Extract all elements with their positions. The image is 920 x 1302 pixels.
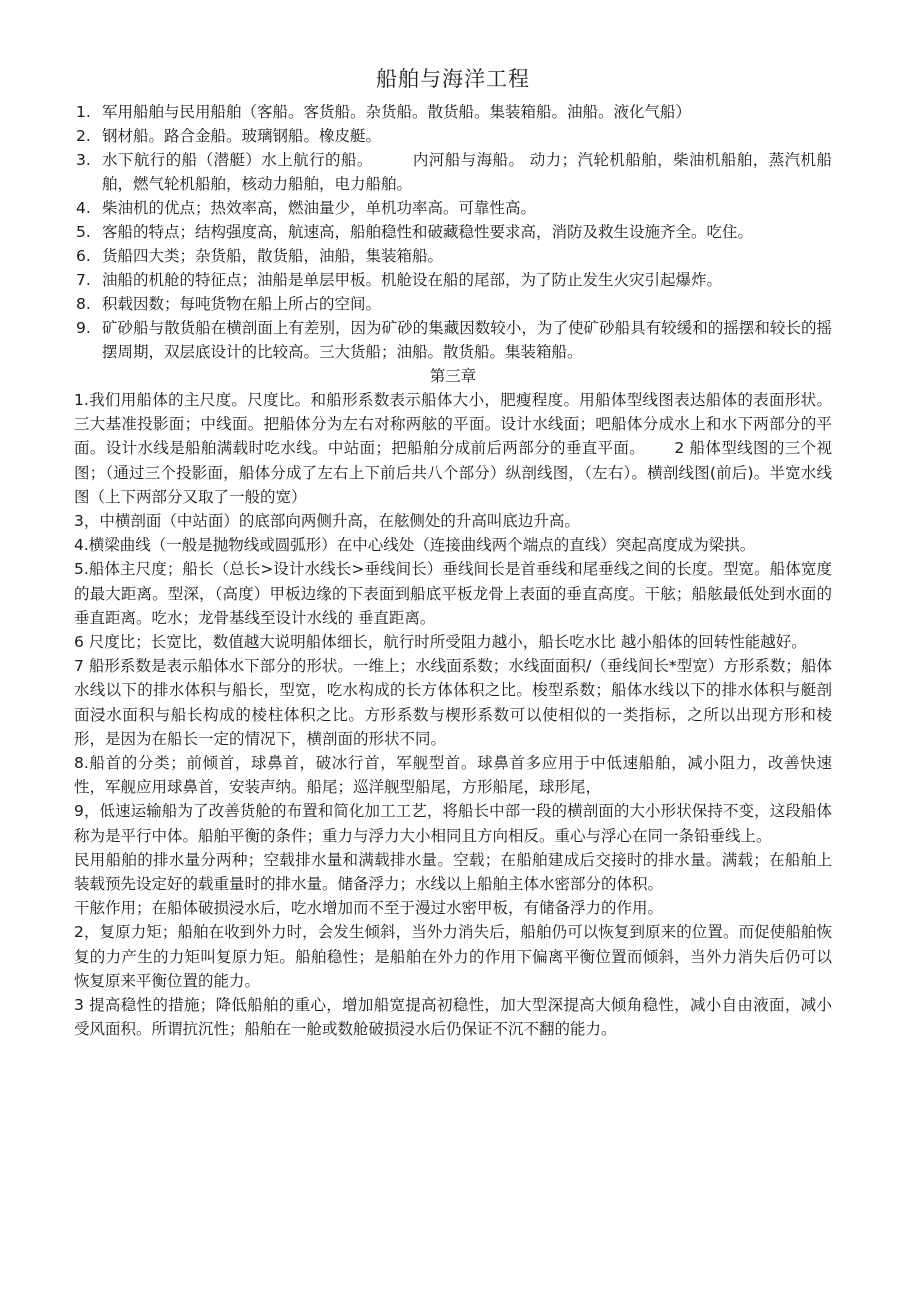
body-paragraph: 1.我们用船体的主尺度。尺度比。和船形系数表示船体大小，肥瘦程度。用船体型线图表达船体的表面形状。三大基准投影面；中线面。把船体分为左右对称两舷的平面。设计水线面；吧船体分成水上和水下两部分的平面。设计水线是船舶满载时吃水线。中站面；把船舶分成前后两部分的垂直平面。 2 船体型线图的三个视图；（通过三个投影面，船体分成了左右上下前后共八个部分）纵剖线图，（左右）。横剖线图(前后)。半宽水线图（上下两部分又取了一般的宽） [74, 391, 832, 506]
list-item-text: 客船的特点；结构强度高，航速高，船舶稳性和破藏稳性要求高，消防及救生设施齐全。吃住。 [102, 223, 754, 241]
list-item-text: 积载因数；每吨货物在船上所占的空间。 [102, 295, 382, 313]
list-item-number: 1. [76, 103, 91, 121]
list-item [74, 124, 832, 148]
body-paragraph: 4.横梁曲线（一般是抛物线或圆弧形）在中心线处（连接曲线两个端点的直线）突起高度成为梁拱。 [74, 536, 756, 555]
list-item-number: 9. [76, 319, 91, 337]
list-item-number: 8. [76, 295, 91, 313]
body-paragraph: 6 尺度比；长宽比，数值越大说明船体细长，航行时所受阻力越小，船长吃水比 越小船体的回转性能越好。 [74, 633, 807, 652]
list-item-text: 钢材船。路合金船。玻璃钢船。橡皮艇。 [102, 127, 382, 145]
list-item [74, 316, 832, 364]
list-item-text: 矿砂船与散货船在横剖面上有差别，因为矿砂的集藏因数较小，为了使矿砂船具有较缓和的摇摆和较长的摇摆周期，双层底设计的比较高。三大货船；油船。散货船。集装箱船。 [102, 319, 832, 361]
list-item-text: 军用船舶与民用船舶（客船。客货船。杂货船。散货船。集装箱船。油船。液化气船） [102, 103, 692, 121]
list-item [74, 244, 832, 268]
list-item [74, 148, 832, 196]
body-paragraph: 干舷作用；在船体破损浸水后，吃水增加而不至于漫过水密甲板，有储备浮力的作用。 [74, 899, 664, 918]
body-paragraph: 3 提高稳性的措施；降低船舶的重心，增加船宽提高初稳性，加大型深提高大倾角稳性，减小自由液面，减小受风面积。所谓抗沉性；船舶在一舱或数舱破损浸水后仍保证不沉不翻的能力。 [74, 996, 832, 1039]
list-item [74, 268, 832, 292]
body-paragraph: 8.船首的分类；前倾首，球鼻首，破冰行首，军舰型首。球鼻首多应用于中低速船舶，减小阻力，改善快速性，军舰应用球鼻首，安装声纳。船尾；巡洋舰型船尾，方形船尾，球形尾， [74, 754, 832, 797]
body-paragraph: 2，复原力矩；船舶在收到外力时，会发生倾斜，当外力消失后，船舶仍可以恢复到原来的位置。而促使船舶恢复的力产生的力矩叫复原力矩。船舶稳性；是船舶在外力的作用下偏离平衡位置而倾斜，当外力消失后仍可以恢复原来平衡位置的能力。 [74, 923, 832, 990]
list-item-text: 柴油机的优点；热效率高，燃油量少，单机功率高。可靠性高。 [102, 199, 537, 217]
list-item-number: 7. [76, 271, 91, 289]
list-item-number: 4. [76, 199, 91, 217]
list-item-text: 油船的机舱的特征点；油船是单层甲板。机舱设在船的尾部，为了防止发生火灾引起爆炸。 [102, 271, 723, 289]
list-item [74, 220, 832, 244]
list-item-number: 5. [76, 223, 91, 241]
body-paragraph: 3，中横剖面（中站面）的底部向两侧升高，在舷侧处的升高叫底边升高。 [74, 512, 580, 531]
list-item [74, 196, 832, 220]
list-item-text: 水下航行的船（潜艇）水上航行的船。 内河船与海船。 动力；汽轮机船舶，柴油机船舶，蒸汽机船舶，燃气轮机船舶，核动力船舶，电力船舶。 [102, 151, 832, 193]
list-item-number: 3. [76, 151, 91, 169]
body-paragraph: 5.船体主尺度；船长（总长>设计水线长>垂线间长）垂线间长是首垂线和尾垂线之间的长度。型宽。船体宽度的最大距离。型深，（高度）甲板边缘的下表面到船底平板龙骨上表面的垂直高度。干舷；船舷最低处到水面的垂直距离。吃水；龙骨基线至设计水线的 垂直距离。 [74, 560, 832, 627]
list-item-text: 货船四大类；杂货船，散货船，油船，集装箱船。 [102, 247, 444, 265]
list-item [74, 100, 832, 124]
body-paragraph: 9，低速运输船为了改善货舱的布置和简化加工工艺，将船长中部一段的横剖面的大小形状保持不变，这段船体称为是平行中体。船舶平衡的条件；重力与浮力大小相同且方向相反。重心与浮心在同一条铅垂线上。 [74, 802, 832, 845]
list-item [74, 292, 832, 316]
list-item-number: 2. [76, 127, 91, 145]
list-item-number: 6. [76, 247, 91, 265]
chapter-heading: 第三章 [429, 367, 477, 385]
numbered-list [74, 100, 832, 364]
document-title: 船舶与海洋工程 [376, 67, 530, 91]
body-paragraph: 民用船舶的排水量分两种；空载排水量和满载排水量。空载；在船舶建成后交接时的排水量。满载；在船舶上装载预先设定好的载重量时的排水量。储备浮力；水线以上船舶主体水密部分的体积。 [74, 850, 832, 894]
body-paragraph: 7 船形系数是表示船体水下部分的形状。一维上；水线面系数；水线面面积/（垂线间长*型宽）方形系数；船体水线以下的排水体积与船长，型宽，吃水构成的长方体体积之比。梭型系数；船体水线以下的排水体积与艇剖面浸水面积与船长构成的棱柱体积之比。方形系数与楔形系数可以使相似的一类指标，之所以出现方形和棱形，是因为在船长一定的情况下，横剖面的形状不同。 [74, 657, 832, 748]
